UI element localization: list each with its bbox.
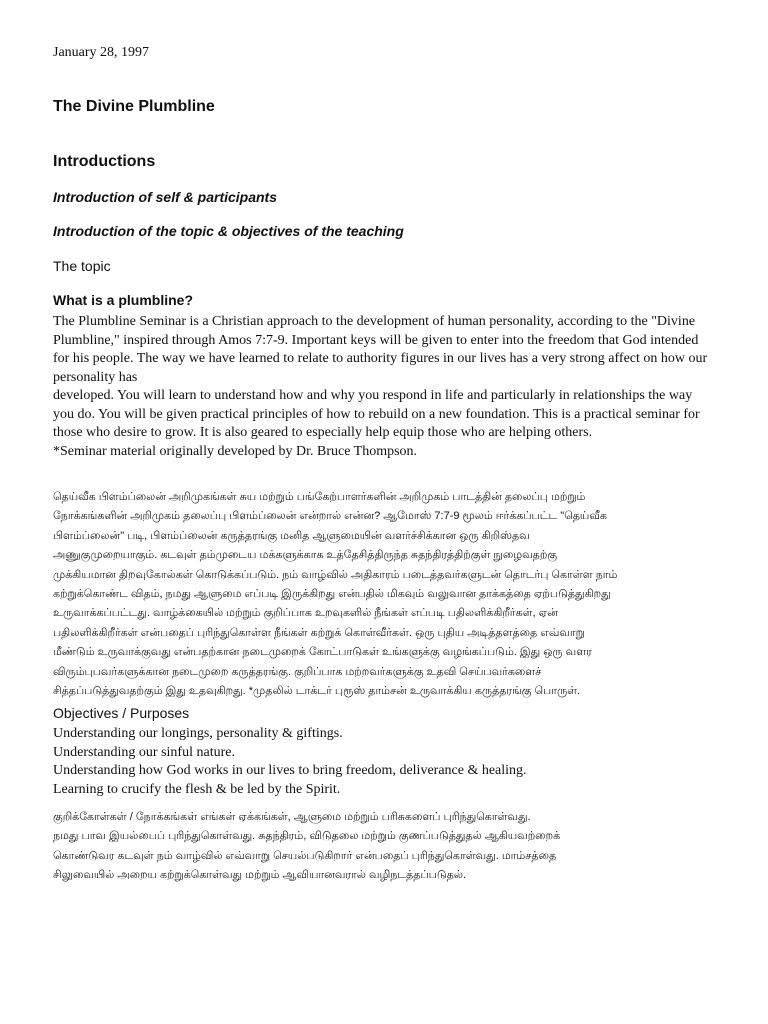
objective-item: Learning to crucify the flesh & be led by the Spirit.	[53, 781, 341, 797]
introductions-heading: Introductions	[53, 153, 156, 170]
tamil-line: கற்றுக்கொண்ட விதம், நமது ஆளுமை எப்படி இருக்கிறது என்பதில் மிகவும் வலுவான தாக்கத்தை ஏற்படுத்துகிறது	[53, 588, 611, 601]
plumbline-paragraph-1: The Plumbline Seminar is a Christian approach to the development of human personality, according to the "Divine Plumbline," inspired through Amos 7:7-9. Important keys will be given to enter into the freedom that God intended for his people. The way we have learned to relate to authority figures in our lives has a very strong affect on how our personality has	[53, 314, 708, 385]
objective-item: Understanding how God works in our lives to bring freedom, deliverance & healing.	[53, 763, 527, 778]
intro-self-subheading: Introduction of self & participants	[53, 189, 278, 205]
plumbline-description	[53, 313, 713, 461]
intro-topic-subheading: Introduction of the topic & objectives of the teaching	[53, 223, 404, 239]
tamil-line: தெய்வீக பிளம்ப்லைன் அறிமுகங்கள் சுய மற்றும் பங்கேற்பாளர்களின் அறிமுகம் பாடத்தின் தலைப்பு மற்றும்	[53, 491, 586, 503]
tamil-line: உருவாக்கப்பட்டது. வாழ்க்கையில் மற்றும் குறிப்பாக உறவுகளில் நீங்கள் எப்படி பதிலளிக்கிறீர்கள், ஏன்	[53, 607, 558, 620]
tamil-line: நோக்கங்களின் அறிமுகம் தலைப்பு பிளம்ப்லைன் என்றால் என்ன? ஆமோஸ் 7:7-9 மூலம் ஈர்க்கப்பட்ட "தெய்வீக	[53, 510, 607, 523]
tamil-line: குறிக்கோள்கள் / நோக்கங்கள் எங்கள் ஏக்கங்கள், ஆளுமை மற்றும் பரிசுகளைப் புரிந்துகொள்வது.	[53, 811, 531, 823]
objective-item: Understanding our longings, personality & giftings.	[53, 726, 343, 741]
plumbline-note: *Seminar material originally developed by Dr. Bruce Thompson.	[53, 443, 418, 459]
tamil-translation-block-2	[53, 808, 713, 886]
tamil-line: சிலுவையில் அறைய கற்றுக்கொள்வது மற்றும் ஆவியானவரால் வழிநடத்தப்படுதல்.	[53, 869, 467, 882]
tamil-line: அணுகுமுறையாகும். கடவுள் தம்முடைய மக்களுக்காக உத்தேசித்திருந்த சுதந்திரத்திற்குள் நுழைவதற்கு	[53, 549, 558, 562]
document-title: The Divine Plumbline	[53, 98, 215, 115]
plumbline-paragraph-2: developed. You will learn to understand how and why you respond in life and particularly in relationships the way you do. You will be given practical principles of how to rebuild on a new foundation. This is a practical seminar for those who desire to grow. It is also geared to especially help equip those who are helping others.	[53, 388, 700, 440]
tamil-line: நமது பாவ இயல்பைப் புரிந்துகொள்வது. சுதந்திரம், விடுதலை மற்றும் குணப்படுத்துதல் ஆகியவற்றைக்	[53, 830, 561, 843]
tamil-line: மீண்டும் உருவாக்குவது என்பதற்கான நடைமுறைக் கோட்பாடுகள் உங்களுக்கு வழங்கப்படும். இது ஒரு வளர	[53, 646, 592, 659]
tamil-line: கொண்டுவர கடவுள் நம் வாழ்வில் எவ்வாறு செயல்படுகிறார் என்பதைப் புரிந்துகொள்வது. மாம்சத்தை	[53, 849, 557, 862]
tamil-line: பதிலளிக்கிறீர்கள் என்பதைப் புரிந்துகொள்ள நீங்கள் கற்றுக் கொள்வீர்கள். ஒரு புதிய அடித்தளத்தை எவ்வாறு	[53, 626, 585, 639]
tamil-line: விரும்புபவர்களுக்கான நடைமுறை கருத்தரங்கு. குறிப்பாக மற்றவர்களுக்கு உதவி செய்பவர்களைச்	[53, 665, 542, 678]
tamil-translation-block-1	[53, 488, 713, 701]
tamil-line: முக்கியமான திறவுகோல்கள் கொடுக்கப்படும். நம் வாழ்வில் அதிகாரம் படைத்தவர்களுடன் தொடர்பு கொள்ள நாம்	[53, 568, 618, 581]
objectives-heading: Objectives / Purposes	[53, 705, 190, 721]
objectives-list	[53, 725, 527, 799]
plumbline-heading: What is a plumbline?	[53, 292, 194, 308]
tamil-line: பிளம்ப்லைன்" படி, பிளம்ப்லைன் கருத்தரங்கு மனித ஆளுமையின் வளர்ச்சிக்கான ஒரு கிறிஸ்தவ	[53, 529, 530, 542]
objective-item: Understanding our sinful nature.	[53, 744, 235, 760]
document-date: January 28, 1997	[53, 45, 150, 60]
topic-label: The topic	[53, 258, 111, 274]
tamil-line: சித்தப்படுத்துவதற்கும் இது உதவுகிறது. *முதலில் டாக்டர் புரூஸ் தாம்சன் உருவாக்கிய கருத்தரங்கு பொருள்.	[53, 685, 581, 698]
